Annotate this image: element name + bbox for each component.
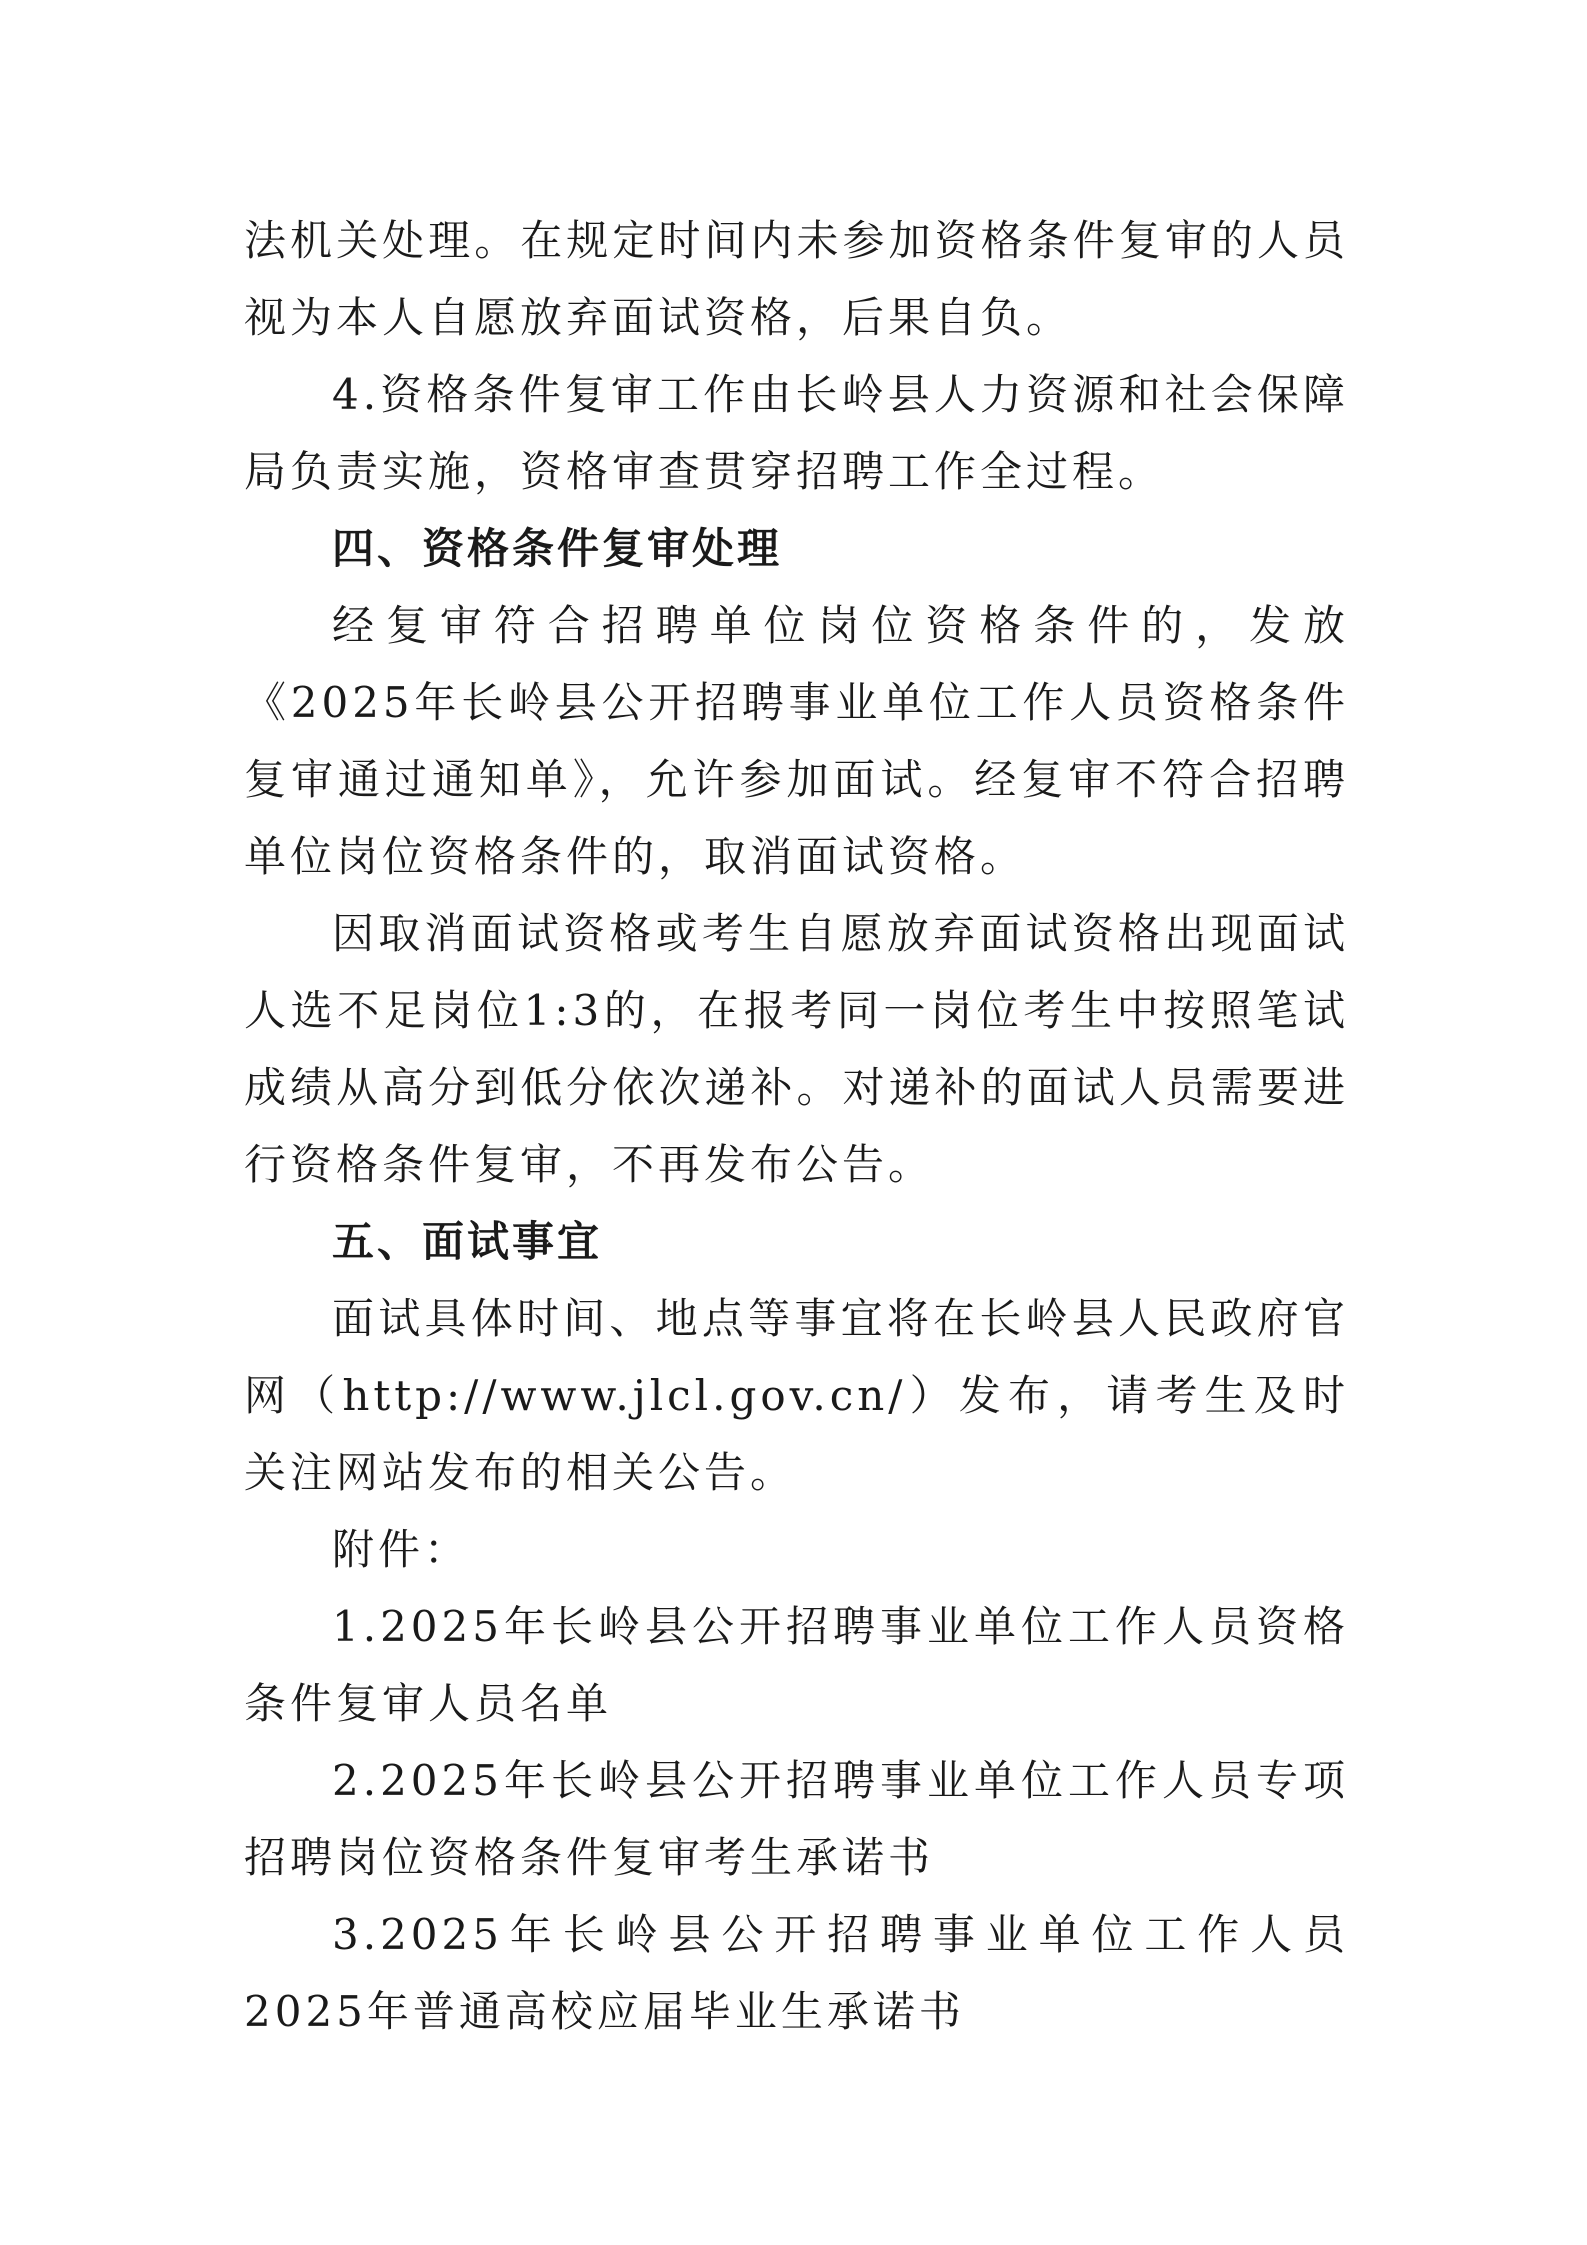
section-heading-5: 五、面试事宜 <box>332 1217 603 1266</box>
paragraph-review-pass: 经复审符合招聘单位岗位资格条件的，发放《2025年长岭县公开招聘事业单位工作人员资格条件复审通过通知单》，允许参加面试。经复审不符合招聘单位岗位资格条件的，取消面试资格。 <box>244 601 1349 881</box>
attachment-item-2: 2.2025年长岭县公开招聘事业单位工作人员专项招聘岗位资格条件复审考生承诺书 <box>244 1756 1349 1882</box>
attachment-item-1: 1.2025年长岭县公开招聘事业单位工作人员资格条件复审人员名单 <box>244 1602 1349 1728</box>
paragraph-continuation: 法机关处理。在规定时间内未参加资格条件复审的人员视为本人自愿放弃面试资格，后果自负。 <box>244 216 1349 342</box>
paragraph-interview-info: 面试具体时间、地点等事宜将在长岭县人民政府官网（http://www.jlcl.gov.cn/）发布，请考生及时关注网站发布的相关公告。 <box>244 1294 1349 1497</box>
paragraph-replacement: 因取消面试资格或考生自愿放弃面试资格出现面试人选不足岗位1:3的，在报考同一岗位考生中按照笔试成绩从高分到低分依次递补。对递补的面试人员需要进行资格条件复审，不再发布公告。 <box>244 909 1349 1189</box>
attachment-item-3: 3.2025年长岭县公开招聘事业单位工作人员2025年普通高校应届毕业生承诺书 <box>244 1910 1349 2036</box>
section-heading-4: 四、资格条件复审处理 <box>332 524 783 573</box>
document-body <box>244 202 1349 2050</box>
paragraph-review-responsibility: 4.资格条件复审工作由长岭县人力资源和社会保障局负责实施，资格审查贯穿招聘工作全过程。 <box>244 370 1349 496</box>
attachments-label: 附件： <box>332 1525 471 1574</box>
